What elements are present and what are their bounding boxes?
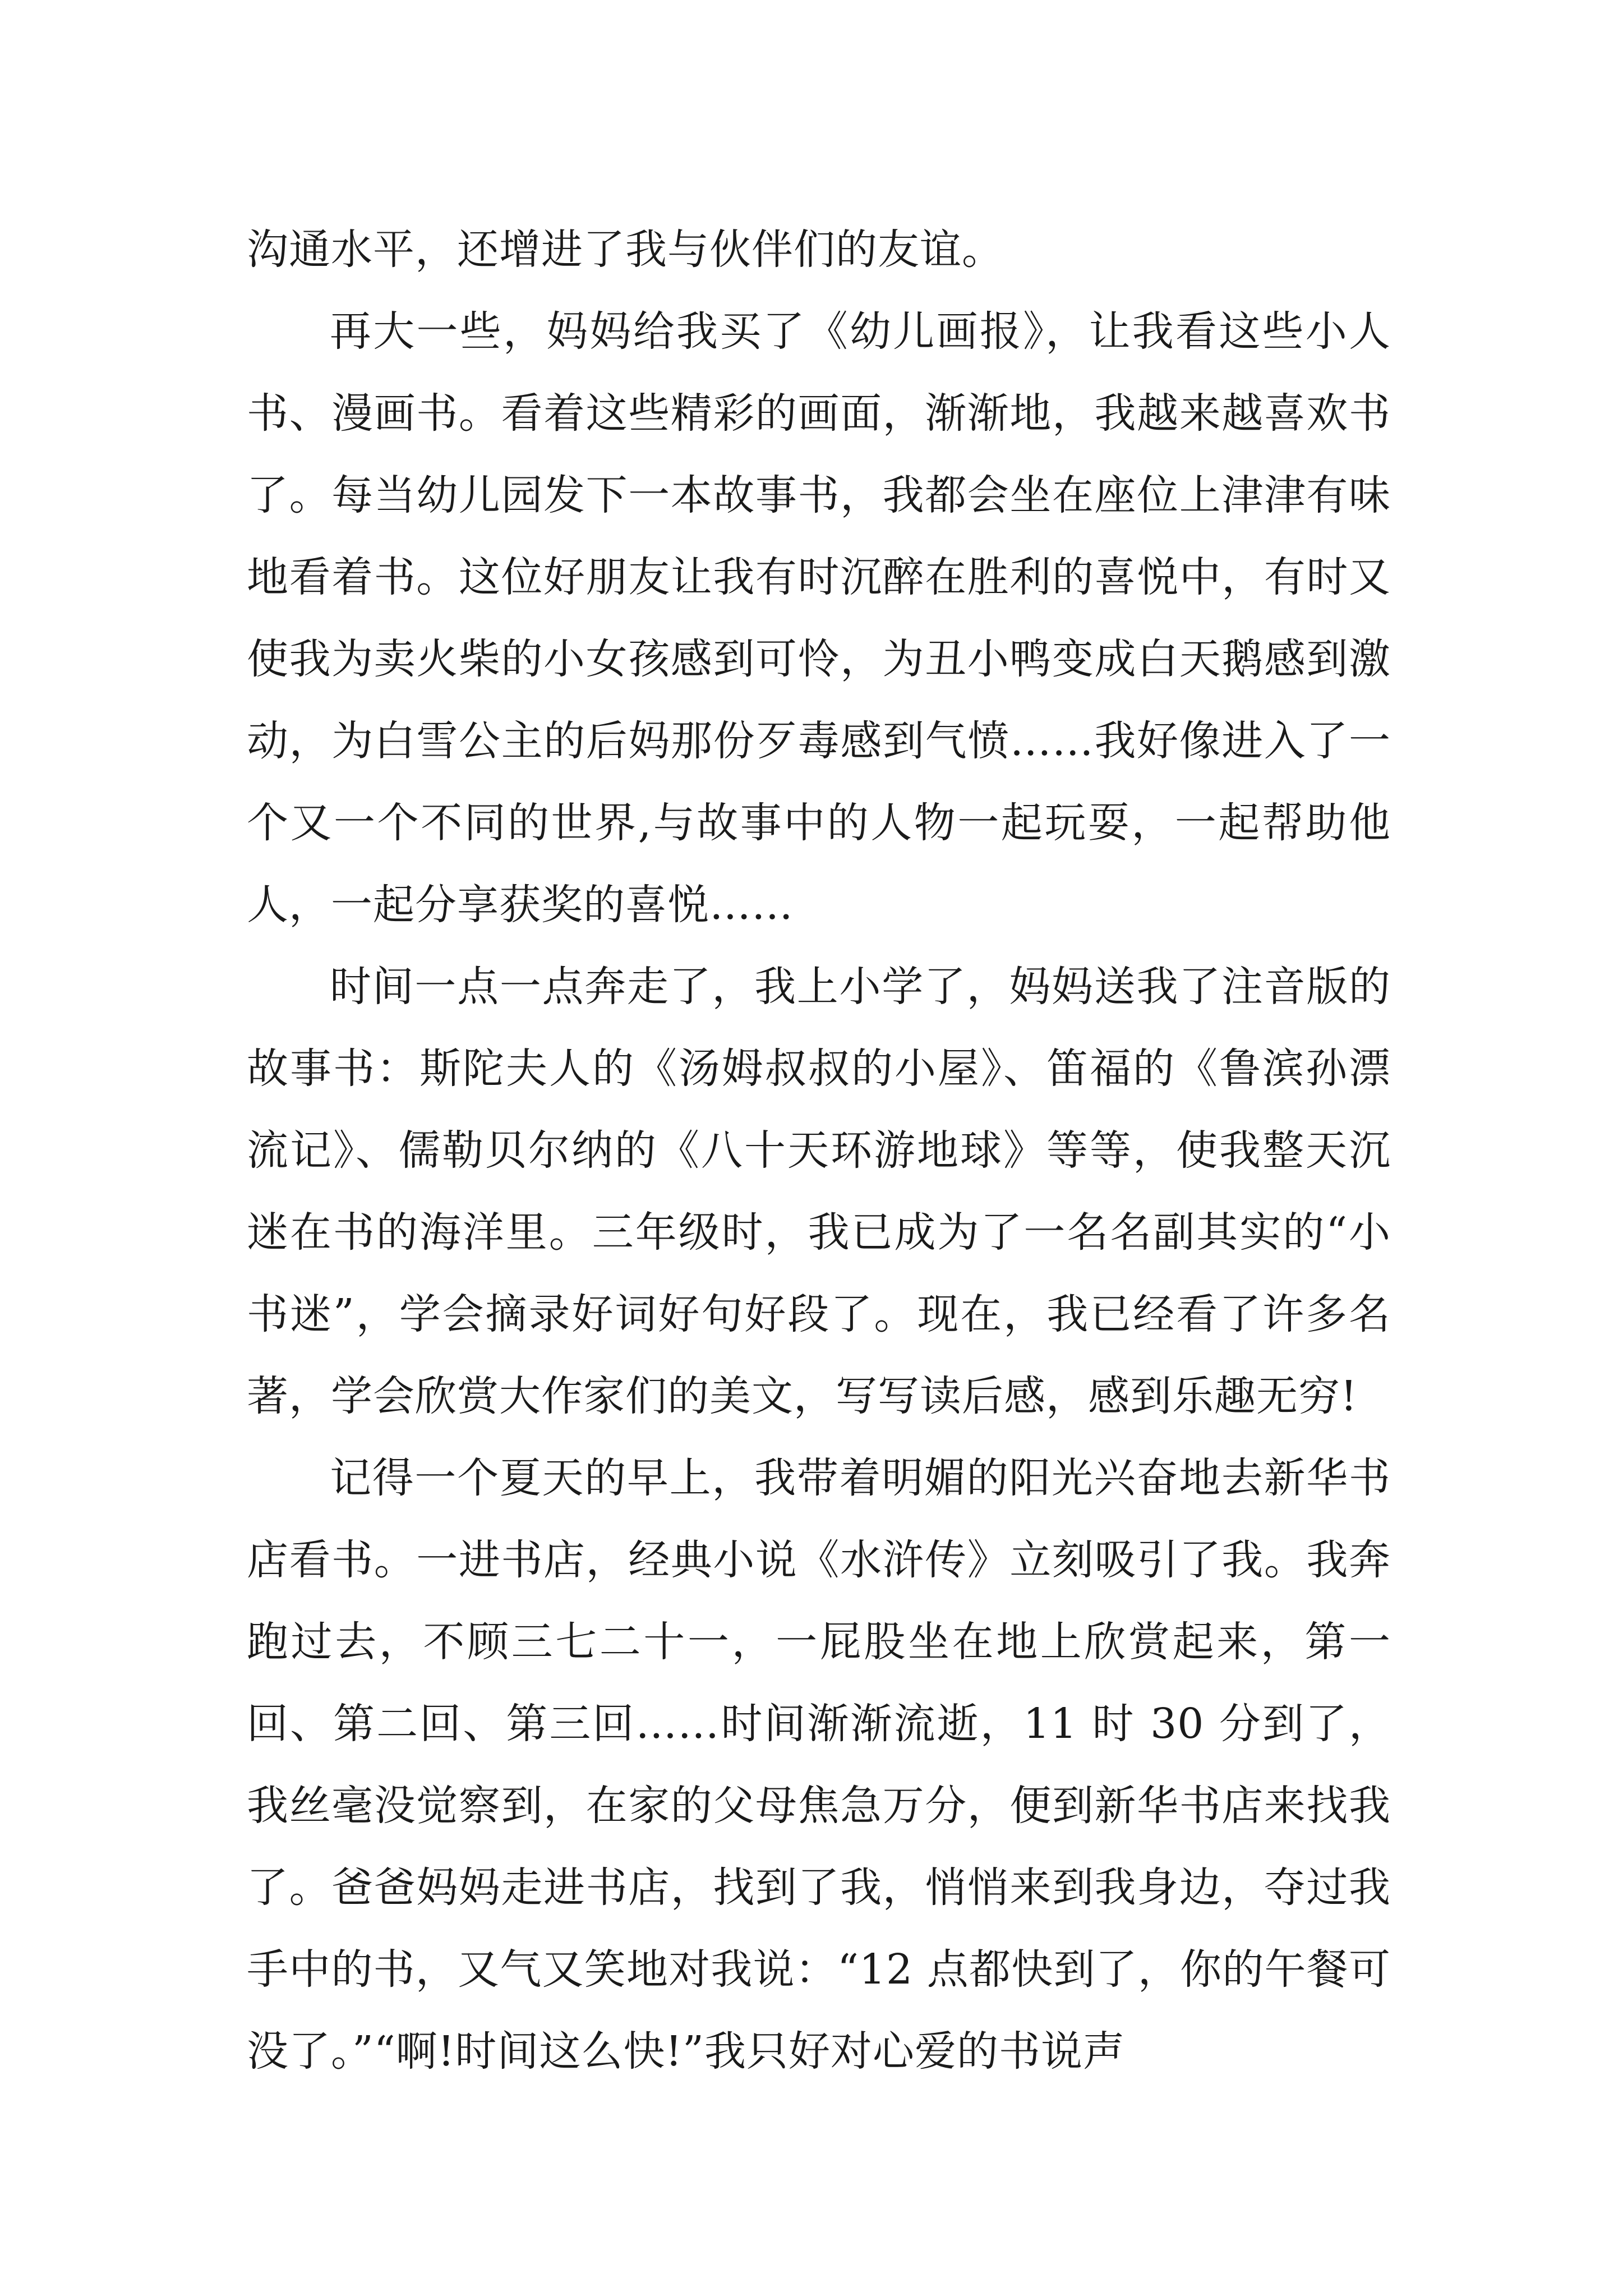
paragraph-picture-books: 再大一些，妈妈给我买了《幼儿画报》，让我看这些小人书、漫画书。看着这些精彩的画面，渐渐地，我越来越喜欢书了。每当幼儿园发下一本故事书，我都会坐在座位上津津有味地看着书。这位好朋友让我有时沉醉在胜利的喜悦中，有时又使我为卖火柴的小女孩感到可怜，为丑小鸭变成白天鹅感到激动，为白雪公主的后妈那份歹毒感到气愤……我好像进入了一个又一个不同的世界,与故事中的人物一起玩耍，一起帮助他人，一起分享获奖的喜悦……: [247, 307, 1391, 929]
paragraph-bookstore: 记得一个夏天的早上，我带着明媚的阳光兴奋地去新华书店看书。一进书店，经典小说《水浒传》立刻吸引了我。我奔跑过去，不顾三七二十一，一屁股坐在地上欣赏起来，第一回、第二回、第三回……时间渐渐流逝，11 时 30 分到了，我丝毫没觉察到，在家的父母焦急万分，便到新华书店来找我了。爸爸妈妈走进书店，找到了我，悄悄来到我身边，夺过我手中的书，又气又笑地对我说：“12 点都快到了，你的午餐可没了。”“啊!时间这么快!”我只好对心爱的书说声: [247, 1454, 1391, 2076]
body-text: [247, 209, 1391, 2092]
paragraph-continuation: 沟通水平，还增进了我与伙伴们的友谊。: [247, 226, 1004, 274]
paragraph-primary-school: 时间一点一点奔走了，我上小学了，妈妈送我了注音版的故事书：斯陀夫人的《汤姆叔叔的小屋》、笛福的《鲁滨孙漂流记》、儒勒贝尔纳的《八十天环游地球》等等，使我整天沉迷在书的海洋里。三年级时，我已成为了一名名副其实的“小书迷”，学会摘录好词好句好段了。现在，我已经看了许多名著，学会欣赏大作家们的美文，写写读后感，感到乐趣无穷!: [247, 963, 1391, 1420]
